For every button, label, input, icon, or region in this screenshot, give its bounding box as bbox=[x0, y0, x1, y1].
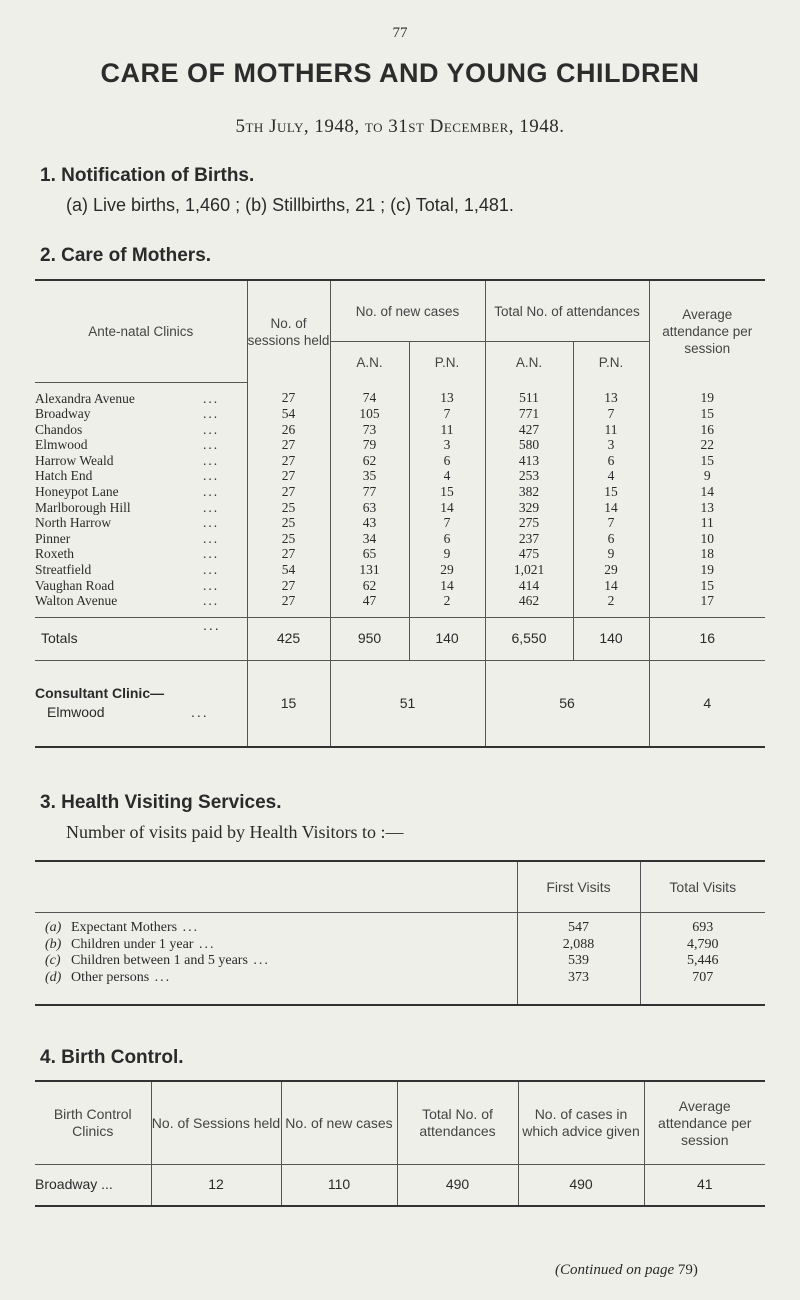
cell-att-pn: 14 bbox=[573, 578, 649, 594]
clinic-name: Vaughan Road ... bbox=[35, 577, 220, 593]
bc-average: 41 bbox=[644, 1165, 765, 1207]
clinic-name: Streatfield ... bbox=[35, 562, 220, 578]
cell-att-an: 771 bbox=[485, 406, 573, 422]
totals-new-pn: 140 bbox=[409, 617, 485, 660]
cell-sessions: 27 bbox=[247, 593, 330, 617]
cell-average: 15 bbox=[649, 406, 765, 422]
cell-att-an: 475 bbox=[485, 546, 573, 562]
header-bc-sessions: No. of Sessions held bbox=[151, 1081, 281, 1165]
visit-first: 2,088 bbox=[517, 937, 640, 954]
cell-att-an: 427 bbox=[485, 422, 573, 438]
cell-new-an: 47 bbox=[330, 593, 409, 617]
totals-label: Totals ... bbox=[35, 617, 247, 660]
clinic-row bbox=[35, 562, 765, 578]
cell-new-pn: 7 bbox=[409, 406, 485, 422]
cell-new-an: 131 bbox=[330, 562, 409, 578]
cell-new-pn: 11 bbox=[409, 422, 485, 438]
cell-new-pn: 4 bbox=[409, 468, 485, 484]
visit-row bbox=[35, 913, 765, 937]
clinic-row bbox=[35, 468, 765, 484]
cell-new-an: 65 bbox=[330, 546, 409, 562]
header-sessions-held: No. of sessions held bbox=[247, 280, 330, 382]
totals-new-an: 950 bbox=[330, 617, 409, 660]
cell-average: 16 bbox=[649, 422, 765, 438]
clinic-row bbox=[35, 484, 765, 500]
consultant-new-cases: 51 bbox=[330, 660, 485, 747]
ante-natal-clinics-table bbox=[35, 279, 765, 748]
cell-att-pn: 13 bbox=[573, 382, 649, 406]
visit-first: 547 bbox=[517, 913, 640, 937]
clinic-name: Roxeth ... bbox=[35, 546, 220, 562]
clinic-row bbox=[35, 578, 765, 594]
cell-new-pn: 6 bbox=[409, 531, 485, 547]
bc-sessions: 12 bbox=[151, 1165, 281, 1207]
cell-new-an: 77 bbox=[330, 484, 409, 500]
header-bc-new-cases: No. of new cases bbox=[281, 1081, 397, 1165]
cell-att-pn: 4 bbox=[573, 468, 649, 484]
consultant-average: 4 bbox=[649, 660, 765, 747]
cell-new-pn: 9 bbox=[409, 546, 485, 562]
visit-row bbox=[35, 953, 765, 970]
cell-sessions: 27 bbox=[247, 468, 330, 484]
cell-sessions: 25 bbox=[247, 531, 330, 547]
cell-att-pn: 7 bbox=[573, 406, 649, 422]
header-new-cases: No. of new cases bbox=[330, 280, 485, 342]
continued-note: (Continued on page 79) bbox=[555, 1262, 698, 1278]
visit-first: 539 bbox=[517, 953, 640, 970]
cell-att-an: 511 bbox=[485, 382, 573, 406]
totals-row bbox=[35, 617, 765, 660]
cell-att-pn: 6 bbox=[573, 531, 649, 547]
cell-new-pn: 14 bbox=[409, 500, 485, 516]
header-new-an: A.N. bbox=[330, 342, 409, 383]
cell-new-pn: 2 bbox=[409, 593, 485, 617]
cell-att-an: 237 bbox=[485, 531, 573, 547]
section-1-heading: 1. Notification of Births. bbox=[40, 165, 255, 186]
header-total-visits: Total Visits bbox=[640, 861, 765, 913]
cell-sessions: 27 bbox=[247, 578, 330, 594]
visit-total: 693 bbox=[640, 913, 765, 937]
health-visiting-table bbox=[35, 860, 765, 1006]
cell-sessions: 27 bbox=[247, 382, 330, 406]
bc-clinic-name: Broadway ... bbox=[35, 1176, 113, 1192]
cell-new-pn: 15 bbox=[409, 484, 485, 500]
cell-att-an: 253 bbox=[485, 468, 573, 484]
cell-new-an: 35 bbox=[330, 468, 409, 484]
header-att-pn: P.N. bbox=[573, 342, 649, 383]
cell-att-an: 275 bbox=[485, 515, 573, 531]
cell-new-pn: 13 bbox=[409, 382, 485, 406]
cell-att-pn: 29 bbox=[573, 562, 649, 578]
cell-att-pn: 14 bbox=[573, 500, 649, 516]
visit-category: (a) Expectant Mothers ... bbox=[45, 920, 200, 935]
cell-new-an: 79 bbox=[330, 437, 409, 453]
cell-att-an: 382 bbox=[485, 484, 573, 500]
clinic-row bbox=[35, 593, 765, 617]
consultant-attendances: 56 bbox=[485, 660, 649, 747]
cell-average: 15 bbox=[649, 578, 765, 594]
cell-new-an: 34 bbox=[330, 531, 409, 547]
clinic-row bbox=[35, 453, 765, 469]
cell-att-an: 414 bbox=[485, 578, 573, 594]
cell-average: 17 bbox=[649, 593, 765, 617]
cell-att-pn: 3 bbox=[573, 437, 649, 453]
cell-average: 18 bbox=[649, 546, 765, 562]
birth-control-row bbox=[35, 1165, 765, 1207]
clinic-name: North Harrow ... bbox=[35, 515, 220, 531]
visit-row bbox=[35, 970, 765, 1006]
cell-att-pn: 9 bbox=[573, 546, 649, 562]
totals-att-pn: 140 bbox=[573, 617, 649, 660]
cell-new-pn: 6 bbox=[409, 453, 485, 469]
clinic-row bbox=[35, 546, 765, 562]
page-number: 77 bbox=[392, 25, 408, 41]
clinic-name: Marlborough Hill ... bbox=[35, 499, 220, 515]
clinic-name: Harrow Weald ... bbox=[35, 452, 220, 468]
cell-att-an: 329 bbox=[485, 500, 573, 516]
cell-new-an: 73 bbox=[330, 422, 409, 438]
cell-att-pn: 7 bbox=[573, 515, 649, 531]
cell-sessions: 27 bbox=[247, 437, 330, 453]
visit-category: (c) Children between 1 and 5 years ... bbox=[45, 953, 270, 968]
cell-average: 13 bbox=[649, 500, 765, 516]
consultant-clinic-label: Consultant Clinic— Elmwood ... bbox=[35, 660, 247, 747]
cell-average: 11 bbox=[649, 515, 765, 531]
clinic-row bbox=[35, 500, 765, 516]
birth-control-table bbox=[35, 1080, 765, 1207]
consultant-clinic-row bbox=[35, 660, 765, 747]
cell-new-pn: 7 bbox=[409, 515, 485, 531]
header-bc-attendances: Total No. of attendances bbox=[397, 1081, 518, 1165]
consultant-sessions: 15 bbox=[247, 660, 330, 747]
clinic-name: Pinner ... bbox=[35, 530, 220, 546]
header-average-attendance: Average attendance per session bbox=[649, 280, 765, 382]
header-ante-natal-clinics: Ante-natal Clinics bbox=[35, 280, 247, 382]
cell-new-pn: 3 bbox=[409, 437, 485, 453]
header-att-an: A.N. bbox=[485, 342, 573, 383]
clinic-row bbox=[35, 406, 765, 422]
header-bc-advice: No. of cases in which advice given bbox=[518, 1081, 644, 1165]
bc-advice: 490 bbox=[518, 1165, 644, 1207]
visit-total: 707 bbox=[640, 970, 765, 1006]
cell-new-an: 105 bbox=[330, 406, 409, 422]
cell-att-an: 462 bbox=[485, 593, 573, 617]
cell-sessions: 54 bbox=[247, 562, 330, 578]
totals-att-an: 6,550 bbox=[485, 617, 573, 660]
clinic-row bbox=[35, 422, 765, 438]
cell-average: 10 bbox=[649, 531, 765, 547]
header-birth-control-clinics: Birth Control Clinics bbox=[35, 1081, 151, 1165]
clinic-name: Chandos ... bbox=[35, 421, 220, 437]
cell-new-pn: 14 bbox=[409, 578, 485, 594]
cell-sessions: 26 bbox=[247, 422, 330, 438]
date-range-subtitle: 5th July, 1948, to 31st December, 1948. bbox=[235, 116, 565, 137]
cell-sessions: 54 bbox=[247, 406, 330, 422]
cell-new-an: 62 bbox=[330, 453, 409, 469]
cell-new-an: 74 bbox=[330, 382, 409, 406]
visit-total: 4,790 bbox=[640, 937, 765, 954]
clinic-name: Broadway ... bbox=[35, 406, 220, 422]
cell-average: 19 bbox=[649, 382, 765, 406]
bc-new-cases: 110 bbox=[281, 1165, 397, 1207]
header-blank bbox=[35, 861, 517, 913]
cell-att-pn: 15 bbox=[573, 484, 649, 500]
cell-att-pn: 6 bbox=[573, 453, 649, 469]
cell-average: 15 bbox=[649, 453, 765, 469]
clinic-row bbox=[35, 382, 765, 406]
cell-average: 22 bbox=[649, 437, 765, 453]
visit-row bbox=[35, 937, 765, 954]
clinic-name: Walton Avenue ... bbox=[35, 593, 220, 609]
section-3-heading: 3. Health Visiting Services. bbox=[40, 792, 282, 813]
clinic-row bbox=[35, 437, 765, 453]
clinic-name: Honeypot Lane ... bbox=[35, 484, 220, 500]
header-total-attendances: Total No. of attendances bbox=[485, 280, 649, 342]
cell-average: 14 bbox=[649, 484, 765, 500]
cell-average: 9 bbox=[649, 468, 765, 484]
cell-att-pn: 2 bbox=[573, 593, 649, 617]
cell-sessions: 27 bbox=[247, 453, 330, 469]
births-summary: (a) Live births, 1,460 ; (b) Stillbirths, 21 ; (c) Total, 1,481. bbox=[66, 195, 514, 215]
clinic-name: Elmwood ... bbox=[35, 437, 220, 453]
visit-category: (b) Children under 1 year ... bbox=[45, 936, 216, 952]
clinic-name: Hatch End ... bbox=[35, 468, 220, 484]
cell-new-an: 63 bbox=[330, 500, 409, 516]
consultant-clinic-name: Elmwood bbox=[47, 704, 105, 721]
visit-total: 5,446 bbox=[640, 953, 765, 970]
totals-sessions: 425 bbox=[247, 617, 330, 660]
visit-first: 373 bbox=[517, 970, 640, 1006]
visit-category: (d) Other persons ... bbox=[45, 969, 172, 985]
section-4-heading: 4. Birth Control. bbox=[40, 1047, 184, 1068]
clinic-name: Alexandra Avenue ... bbox=[35, 390, 220, 406]
header-new-pn: P.N. bbox=[409, 342, 485, 383]
cell-att-an: 580 bbox=[485, 437, 573, 453]
consultant-clinic-heading: Consultant Clinic— bbox=[35, 685, 165, 702]
header-first-visits: First Visits bbox=[517, 861, 640, 913]
page-title: CARE OF MOTHERS AND YOUNG CHILDREN bbox=[100, 58, 700, 88]
totals-average: 16 bbox=[649, 617, 765, 660]
cell-att-an: 413 bbox=[485, 453, 573, 469]
clinic-row bbox=[35, 515, 765, 531]
bc-attendances: 490 bbox=[397, 1165, 518, 1207]
cell-average: 19 bbox=[649, 562, 765, 578]
cell-att-an: 1,021 bbox=[485, 562, 573, 578]
cell-sessions: 27 bbox=[247, 484, 330, 500]
cell-new-pn: 29 bbox=[409, 562, 485, 578]
cell-new-an: 62 bbox=[330, 578, 409, 594]
section-2-heading: 2. Care of Mothers. bbox=[40, 245, 212, 266]
clinic-row bbox=[35, 531, 765, 547]
cell-sessions: 27 bbox=[247, 546, 330, 562]
visits-intro: Number of visits paid by Health Visitors to :— bbox=[66, 822, 404, 842]
cell-new-an: 43 bbox=[330, 515, 409, 531]
cell-sessions: 25 bbox=[247, 515, 330, 531]
cell-sessions: 25 bbox=[247, 500, 330, 516]
header-bc-average: Average attendance per session bbox=[644, 1081, 765, 1165]
cell-att-pn: 11 bbox=[573, 422, 649, 438]
